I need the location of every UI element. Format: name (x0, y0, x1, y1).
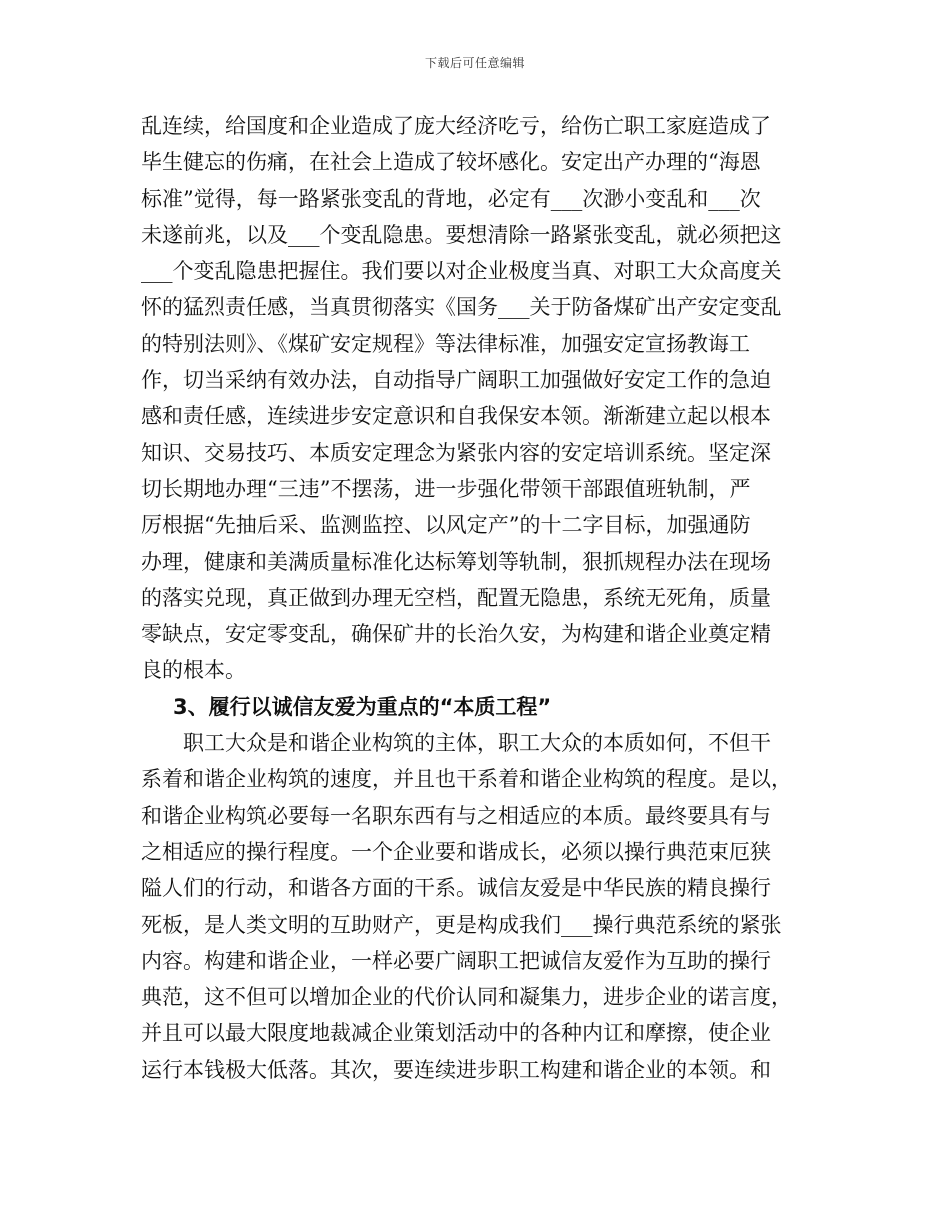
page-header: 下载后可任意编辑 (424, 56, 525, 70)
paragraph-line: 作，切当采纳有效办法，自动指导广阔职工加强做好安定工作的急迫 (141, 368, 771, 393)
paragraph-line: 厉根据“先抽后采、监测监控、以风定产”的十二字目标，加强通防 (141, 513, 751, 538)
paragraph-line: 隘人们的行动，和谐各方面的干系。诚信友爱是中华民族的精良操行 (141, 876, 771, 901)
paragraph-line: 运行本钱极大低落。其次，要连续进步职工构建和谐企业的本领。和 (141, 1057, 771, 1082)
paragraph-line: 职工大众是和谐企业构筑的主体，职工大众的本质如何，不但干 (183, 731, 771, 756)
paragraph-line: 零缺点，安定零变乱，确保矿井的长治久安，为构建和谐企业奠定精 (141, 622, 771, 647)
paragraph-line: 内容。构建和谐企业，一样必要广阔职工把诚信友爱作为互助的操行 (141, 948, 771, 973)
paragraph-line: 乱连续，给国度和企业造成了庞大经济吃亏，给伤亡职工家庭造成了 (141, 114, 771, 138)
paragraph-line: 良的根本。 (141, 658, 246, 683)
paragraph-line: 典范，这不但可以增加企业的代价认同和凝集力，进步企业的诺言度， (141, 985, 792, 1010)
paragraph-line: 切长期地办理“三违”不摆荡，进一步强化带领干部跟值班轨制，严 (141, 476, 751, 501)
paragraph-line: 的落实兑现，真正做到办理无空档，配置无隐患，系统无死角，质量 (141, 585, 771, 610)
paragraph-line: 死板，是人类文明的互助财产，更是构成我们___操行典范系统的紧张 (141, 912, 782, 937)
paragraph-line: 并且可以最大限度地裁减企业策划活动中的各种内讧和摩擦，使企业 (141, 1021, 771, 1046)
paragraph-line: 之相适应的操行程度。一个企业要和谐成长，必须以操行典范束厄狭 (141, 839, 771, 864)
paragraph-line: 办理，健康和美满质量标准化达标筹划等轨制，狠抓规程办法在现场 (141, 549, 771, 574)
paragraph-line: 感和责任感，连续进步安定意识和自我保安本领。渐渐建立起以根本 (141, 404, 771, 429)
paragraph-line: 未遂前兆，以及___个变乱隐患。要想清除一路紧张变乱，就必须把这 (141, 222, 782, 247)
paragraph-line: 毕生健忘的伤痛，在社会上造成了较坏感化。安定出产办理的“海恩 (141, 150, 761, 175)
paragraph-line: 怀的猛烈责任感，当真贯彻落实《国务___关于防备煤矿出产安定变乱 (141, 295, 782, 320)
section-heading: 3、履行以诚信友爱为重点的“本质工程” (173, 694, 552, 719)
paragraph-line: ___个变乱隐患把握住。我们要以对企业极度当真、对职工大众高度关 (141, 259, 782, 284)
paragraph-line: 标准”觉得，每一路紧张变乱的背地，必定有___次渺小变乱和___次 (141, 186, 761, 211)
body-text (141, 108, 813, 1088)
paragraph-line: 知识、交易技巧、本质安定理念为紧张内容的安定培训系统。坚定深 (141, 440, 771, 465)
paragraph-line: 的特别法则》、《煤矿安定规程》等法律标准，加强安定宣扬教诲工 (141, 331, 750, 356)
paragraph-line: 和谐企业构筑必要每一名职东西有与之相适应的本质。最终要具有与 (141, 803, 771, 828)
paragraph-line: 系着和谐企业构筑的速度，并且也干系着和谐企业构筑的程度。是以， (141, 767, 792, 792)
